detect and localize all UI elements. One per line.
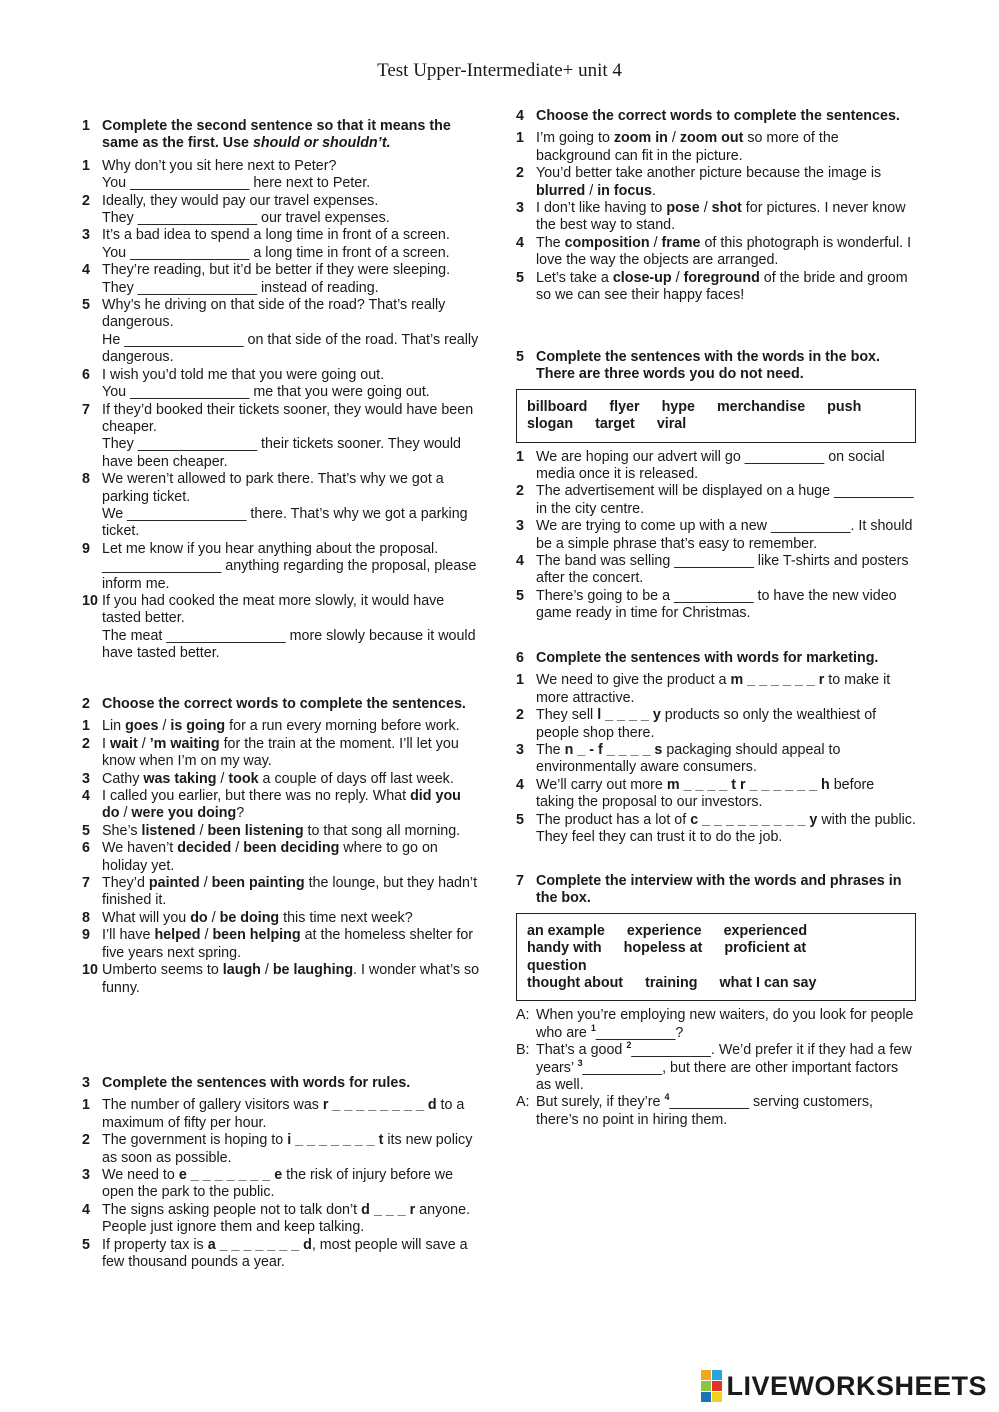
item-number: 8	[82, 471, 90, 488]
word-box-7	[516, 913, 916, 1002]
section-5	[516, 349, 916, 623]
letter-gap: c _ _ _ _ _ _ _ _ _ y	[690, 811, 818, 828]
item-number: 4	[516, 553, 524, 570]
section-7	[516, 873, 916, 1129]
sentence-start: They’d	[102, 875, 149, 892]
prompt-sentence: If you had cooked the meat more slowly, it would have tasted better.	[102, 592, 445, 627]
choice-item	[82, 875, 482, 910]
word-box-5	[516, 389, 916, 443]
sentence-end: .	[652, 182, 656, 199]
liveworksheets-logo	[701, 1370, 987, 1402]
gap-item	[516, 588, 916, 623]
box-word: question	[527, 957, 587, 974]
prompt-sentence: If they’d booked their tickets sooner, they would have been cheaper.	[102, 401, 474, 435]
choice-item	[516, 270, 916, 305]
sentence-end: the lounge, but they hadn’t finished it.	[102, 875, 478, 909]
prompt-sentence: I wish you’d told me that you were going out.	[102, 366, 385, 383]
dialogue-line	[516, 1007, 916, 1042]
item-number: 2	[82, 192, 90, 209]
exercise-item	[82, 158, 482, 193]
sentence-end: at the homeless shelter for five years next spring.	[102, 927, 474, 961]
gap-item	[516, 707, 916, 742]
option-separator: /	[667, 130, 680, 147]
letter-gap: m _ _ _ _ t r _ _ _ _ _ _ h	[666, 776, 830, 793]
letter-gap: n _ - f _ _ _ _ s	[564, 742, 663, 759]
logo-square	[712, 1392, 722, 1402]
option-separator: /	[158, 718, 171, 735]
exercise-item	[82, 227, 482, 262]
item-number: 4	[82, 1201, 90, 1218]
line-text: When you’re employing new waiters, do you look for people who are	[536, 1007, 914, 1041]
sentence-end: to that song all morning.	[303, 822, 461, 839]
section-3-heading: 3 Complete the sentences with words for rules.	[82, 1075, 411, 1091]
sentence-start: I’m going to	[536, 130, 614, 147]
item-number: 1	[82, 157, 90, 174]
option-separator: /	[207, 909, 220, 926]
answer-sentence: They _______________ our travel expenses.	[102, 210, 390, 227]
option-separator: /	[199, 875, 212, 892]
prompt-sentence: Why don’t you sit here next to Peter?	[102, 157, 337, 174]
choice-item	[516, 235, 916, 270]
item-number: 1	[516, 448, 524, 465]
box-word: an example	[527, 922, 605, 939]
letter-gap: d _ _ _ r	[361, 1201, 416, 1218]
option-2: took	[228, 770, 259, 787]
option-separator: /	[699, 200, 712, 217]
sentence: We are hoping our advert will go __________ on social media once it is released.	[536, 448, 885, 483]
box-word: training	[645, 975, 698, 992]
line-text: __________ serving customers, there’s no point in hiring them.	[536, 1094, 873, 1128]
section-2-heading: 2 Choose the correct words to complete the sentences.	[82, 696, 466, 712]
section-2	[82, 696, 482, 997]
logo-square	[701, 1381, 711, 1391]
sentence-end: to a maximum of fifty per hour.	[102, 1097, 465, 1131]
section-1-items	[82, 158, 482, 663]
gap-item	[516, 553, 916, 588]
box-word: handy with	[527, 940, 602, 957]
option-1: laugh	[222, 962, 261, 979]
item-number: 7	[82, 875, 90, 892]
logo-square	[701, 1392, 711, 1402]
section-3	[82, 1075, 482, 1271]
gap-number: 2	[626, 1040, 632, 1051]
box-word: merchandise	[716, 398, 806, 415]
sentence-end: a couple of days off last week.	[258, 770, 454, 787]
sentence: The band was selling __________ like T-shirts and posters after the concert.	[536, 553, 909, 587]
sentence-start: I	[102, 735, 110, 752]
speaker-label: A:	[516, 1094, 530, 1111]
option-2: been painting	[211, 875, 305, 892]
logo-square	[701, 1370, 711, 1380]
prompt-sentence: They’re reading, but it’d be better if they were sleeping.	[102, 262, 451, 279]
box-word: what I can say	[719, 975, 817, 992]
logo-mark-icon	[701, 1370, 722, 1402]
letter-gap: i _ _ _ _ _ _ _ t	[287, 1132, 384, 1149]
sentence-end: ?	[236, 805, 245, 822]
sentence-end: to make it more attractive.	[536, 672, 891, 706]
sentence-end: before taking the proposal to our investors.	[536, 776, 875, 811]
item-number: 1	[516, 672, 524, 689]
choice-item	[82, 910, 482, 927]
gap-item	[516, 483, 916, 518]
option-2: in focus	[597, 182, 652, 199]
section-4-items	[516, 130, 916, 304]
gap-item	[516, 812, 916, 847]
gap-item	[82, 1237, 482, 1272]
sentence-end: where to go on holiday yet.	[102, 840, 438, 874]
exercise-item	[82, 367, 482, 402]
option-1: was taking	[143, 770, 217, 787]
sentence-end: , most people will save a few thousand pounds a year.	[102, 1236, 468, 1271]
sentence-start: Umberto seems to	[102, 962, 223, 979]
sentence-end: with the public. They feel they can trust it to do the job.	[536, 811, 916, 846]
section-2-items	[82, 718, 482, 997]
item-number: 6	[82, 840, 90, 857]
item-number: 4	[516, 776, 524, 793]
gap-item	[516, 518, 916, 553]
sentence-start: They sell	[536, 707, 598, 724]
choice-item	[82, 718, 482, 735]
dialogue-line	[516, 1094, 916, 1129]
gap-item	[82, 1132, 482, 1167]
section-5-heading: 5 Complete the sentences with the words in the box. There are three words you do not need.	[516, 349, 880, 383]
item-number: 2	[516, 707, 524, 724]
option-1: wait	[109, 735, 138, 752]
item-number: 5	[82, 822, 90, 839]
sentence-start: Lin	[102, 718, 126, 735]
sentence-end: of this photograph is wonderful. I love the way the objects are arranged.	[536, 234, 912, 269]
section-6-heading: 6 Complete the sentences with words for marketing.	[516, 650, 879, 666]
item-number: 5	[82, 297, 90, 314]
letter-gap: l _ _ _ _ y	[597, 707, 661, 724]
gap-number: 3	[577, 1057, 583, 1068]
logo-text: LIVEWORKSHEETS	[726, 1370, 987, 1401]
item-number: 4	[516, 234, 524, 251]
box-word: proficient at	[724, 940, 807, 957]
item-number: 6	[82, 366, 90, 383]
sentence-end: of the bride and groom so we can see their happy faces!	[536, 269, 908, 304]
line-text: __________. We’d prefer it if they had a few years’	[536, 1042, 912, 1076]
choice-item	[82, 771, 482, 788]
sentence-end: . I wonder what’s so funny.	[102, 962, 480, 996]
speaker-label: A:	[516, 1007, 530, 1024]
option-separator: /	[119, 805, 132, 822]
item-number: 4	[82, 262, 90, 279]
item-number: 3	[516, 742, 524, 759]
option-1: pose	[666, 200, 700, 217]
option-2: be laughing	[272, 962, 354, 979]
gap-item	[516, 777, 916, 812]
item-number: 9	[82, 540, 90, 557]
item-number: 2	[82, 1132, 90, 1149]
choice-item	[82, 927, 482, 962]
sentence-end: the risk of injury before we open the park to the public.	[102, 1167, 454, 1201]
answer-sentence: You _______________ a long time in front of a screen.	[102, 244, 450, 261]
option-separator: /	[585, 182, 598, 199]
option-separator: /	[649, 234, 662, 251]
exercise-item	[82, 297, 482, 367]
option-2: been listening	[207, 822, 304, 839]
exercise-item	[82, 541, 482, 593]
option-2: zoom out	[679, 130, 744, 147]
item-number: 2	[516, 165, 524, 182]
interview-dialogue	[516, 1007, 916, 1129]
sentence-end: packaging should appeal to environmentally aware consumers.	[536, 742, 841, 776]
item-number: 3	[82, 227, 90, 244]
option-separator: /	[671, 269, 684, 286]
section-4-heading: 4 Choose the correct words to complete the sentences.	[516, 108, 900, 124]
section-4	[516, 108, 916, 304]
answer-sentence: The meat _______________ more slowly because it would have tasted better.	[102, 627, 476, 662]
item-number: 7	[82, 401, 90, 418]
sentence-start: The number of gallery visitors was	[102, 1097, 323, 1114]
dialogue-line	[516, 1042, 916, 1094]
item-number: 1	[82, 718, 90, 735]
option-2: been deciding	[243, 840, 340, 857]
item-number: 2	[82, 735, 90, 752]
gap-item	[516, 672, 916, 707]
page-title: Test Upper-Intermediate+ unit 4	[377, 60, 622, 81]
box-word: experience	[626, 922, 702, 939]
option-1: goes	[125, 718, 159, 735]
item-number: 4	[82, 788, 90, 805]
box-word: target	[595, 416, 635, 433]
letter-gap: e _ _ _ _ _ _ _ e	[178, 1167, 283, 1184]
sentence: The advertisement will be displayed on a huge __________ in the city centre.	[536, 483, 914, 517]
line-text: __________, but there are other important factors as well.	[536, 1059, 899, 1094]
box-word: flyer	[609, 398, 640, 415]
speaker-label: B:	[516, 1042, 530, 1059]
sentence-start: If property tax is	[102, 1236, 208, 1253]
sentence-start: We need to give the product a	[536, 672, 731, 689]
exercise-item	[82, 262, 482, 297]
choice-item	[82, 962, 482, 997]
answer-sentence: He _______________ on that side of the road. That’s really dangerous.	[102, 331, 479, 366]
box-word: thought about	[527, 975, 624, 992]
option-1: blurred	[536, 182, 586, 199]
gap-item	[516, 449, 916, 484]
gap-item	[82, 1202, 482, 1237]
gap-item	[516, 742, 916, 777]
answer-sentence: You _______________ me that you were going out.	[102, 384, 430, 401]
sentence-start: I’ll have	[102, 927, 155, 944]
sentence: We are trying to come up with a new __________. It should be a simple phrase that’s easy to remember.	[536, 518, 913, 552]
option-2: shot	[711, 200, 742, 217]
logo-square	[712, 1381, 722, 1391]
sentence-start: The	[536, 742, 565, 759]
box-word: hype	[661, 398, 695, 415]
option-1: do	[190, 909, 208, 926]
option-2: been helping	[212, 927, 301, 944]
choice-item	[516, 165, 916, 200]
item-number: 10	[82, 592, 98, 609]
option-separator: /	[231, 840, 244, 857]
sentence-end: its new policy as soon as possible.	[102, 1132, 473, 1166]
section-3-items	[82, 1097, 482, 1271]
letter-gap: a _ _ _ _ _ _ _ d	[207, 1236, 312, 1253]
sentence: There’s going to be a __________ to have the new video game ready in time for Christmas.	[536, 587, 897, 622]
option-separator: /	[200, 927, 213, 944]
item-number: 1	[82, 1097, 90, 1114]
section-1-heading: 1 Complete the second sentence so that it means the same as the first. Use should or shouldn’t.	[82, 118, 451, 152]
option-2: frame	[661, 234, 701, 251]
sentence-start: The government is hoping to	[102, 1132, 288, 1149]
option-1: listened	[141, 822, 196, 839]
answer-sentence: _______________ anything regarding the proposal, please inform me.	[102, 558, 477, 592]
section-1-heading-emphasis: should or shouldn’t.	[252, 135, 391, 152]
section-1	[82, 118, 482, 663]
exercise-item	[82, 593, 482, 663]
line-text: That’s a good	[536, 1042, 627, 1059]
line-text: But surely, if they’re	[536, 1094, 665, 1111]
section-6-items	[516, 672, 916, 846]
sentence-start: The product has a lot of	[536, 811, 691, 828]
choice-item	[82, 823, 482, 840]
gap-number: 4	[664, 1092, 670, 1103]
option-separator: /	[216, 770, 229, 787]
prompt-sentence: It’s a bad idea to spend a long time in front of a screen.	[102, 227, 450, 244]
item-number: 5	[516, 269, 524, 286]
prompt-sentence: Let me know if you hear anything about the proposal.	[102, 540, 439, 557]
choice-item	[516, 200, 916, 235]
prompt-sentence: Why’s he driving on that side of the road? That’s really dangerous.	[102, 297, 446, 331]
box-word: experienced	[723, 922, 808, 939]
sentence-end: for a run every morning before work.	[225, 718, 460, 735]
sentence-end: so more of the background can fit in the picture.	[536, 130, 839, 164]
choice-item	[82, 840, 482, 875]
answer-sentence: They _______________ instead of reading.	[102, 279, 379, 296]
choice-item	[82, 788, 482, 823]
box-word: billboard	[527, 398, 588, 415]
choice-item	[82, 736, 482, 771]
section-7-heading: 7 Complete the interview with the words and phrases in the box.	[516, 873, 902, 907]
option-separator: /	[137, 735, 150, 752]
option-1: helped	[154, 927, 201, 944]
section-5-items	[516, 449, 916, 623]
sentence-start: What will you	[102, 909, 191, 926]
item-number: 5	[516, 587, 524, 604]
item-number: 5	[82, 1236, 90, 1253]
choice-item	[516, 130, 916, 165]
sentence-start: I don’t like having to	[536, 200, 667, 217]
sentence-end: for the train at the moment. I’ll let you know when I’m on my way.	[102, 735, 459, 770]
option-separator: /	[195, 822, 208, 839]
option-1: composition	[564, 234, 650, 251]
sentence-start: I called you earlier, but there was no reply. What	[102, 788, 411, 805]
item-number: 2	[516, 483, 524, 500]
gap-number: 1	[590, 1023, 596, 1034]
option-2: ’m waiting	[149, 735, 220, 752]
option-2: be doing	[219, 909, 280, 926]
item-number: 10	[82, 962, 98, 979]
gap-item	[82, 1097, 482, 1132]
option-1: zoom in	[613, 130, 668, 147]
item-number: 3	[82, 770, 90, 787]
box-word: slogan	[527, 416, 574, 433]
gap-item	[82, 1167, 482, 1202]
exercise-item	[82, 402, 482, 472]
answer-sentence: They _______________ their tickets sooner. They would have been cheaper.	[102, 436, 461, 470]
sentence-start: The	[536, 234, 565, 251]
sentence-end: anyone. People just ignore them and keep talking.	[102, 1201, 471, 1236]
sentence-start: She’s	[102, 822, 142, 839]
item-number: 8	[82, 909, 90, 926]
box-word: push	[827, 398, 862, 415]
section-6	[516, 650, 916, 846]
option-1: decided	[177, 840, 232, 857]
option-1: painted	[148, 875, 200, 892]
item-number: 3	[82, 1167, 90, 1184]
option-2: is going	[170, 718, 226, 735]
box-word: viral	[656, 416, 687, 433]
sentence-start: We’ll carry out more	[536, 776, 667, 793]
letter-gap: r _ _ _ _ _ _ _ _ d	[322, 1097, 437, 1114]
item-number: 3	[516, 518, 524, 535]
sentence-end: products so only the wealthiest of people shop there.	[536, 707, 877, 741]
exercise-item	[82, 193, 482, 228]
sentence-start: The signs asking people not to talk don’t	[102, 1201, 362, 1218]
sentence-start: We need to	[102, 1167, 179, 1184]
answer-sentence: We _______________ there. That’s why we got a parking ticket.	[102, 505, 468, 540]
item-number: 9	[82, 927, 90, 944]
item-number: 5	[516, 811, 524, 828]
option-1: close-up	[612, 269, 672, 286]
prompt-sentence: We weren’t allowed to park there. That’s why we got a parking ticket.	[102, 471, 444, 505]
letter-gap: m _ _ _ _ _ _ r	[730, 672, 825, 689]
line-text: __________?	[595, 1024, 684, 1041]
item-number: 1	[516, 130, 524, 147]
exercise-item	[82, 471, 482, 541]
sentence-end: this time next week?	[279, 909, 413, 926]
sentence-end: for pictures. I never know the best way to stand.	[536, 200, 906, 234]
option-1: did you do	[102, 788, 461, 822]
item-number: 3	[516, 200, 524, 217]
option-separator: /	[260, 962, 273, 979]
option-2: were you doing	[131, 805, 237, 822]
logo-square	[712, 1370, 722, 1380]
sentence-start: We haven’t	[102, 840, 178, 857]
sentence-start: Let’s take a	[536, 269, 613, 286]
answer-sentence: You _______________ here next to Peter.	[102, 175, 371, 192]
sentence-start: Cathy	[102, 770, 144, 787]
sentence-start: You’d better take another picture because the image is	[536, 165, 882, 182]
prompt-sentence: Ideally, they would pay our travel expenses.	[102, 192, 379, 209]
option-2: foreground	[683, 269, 760, 286]
box-word: hopeless at	[623, 940, 703, 957]
